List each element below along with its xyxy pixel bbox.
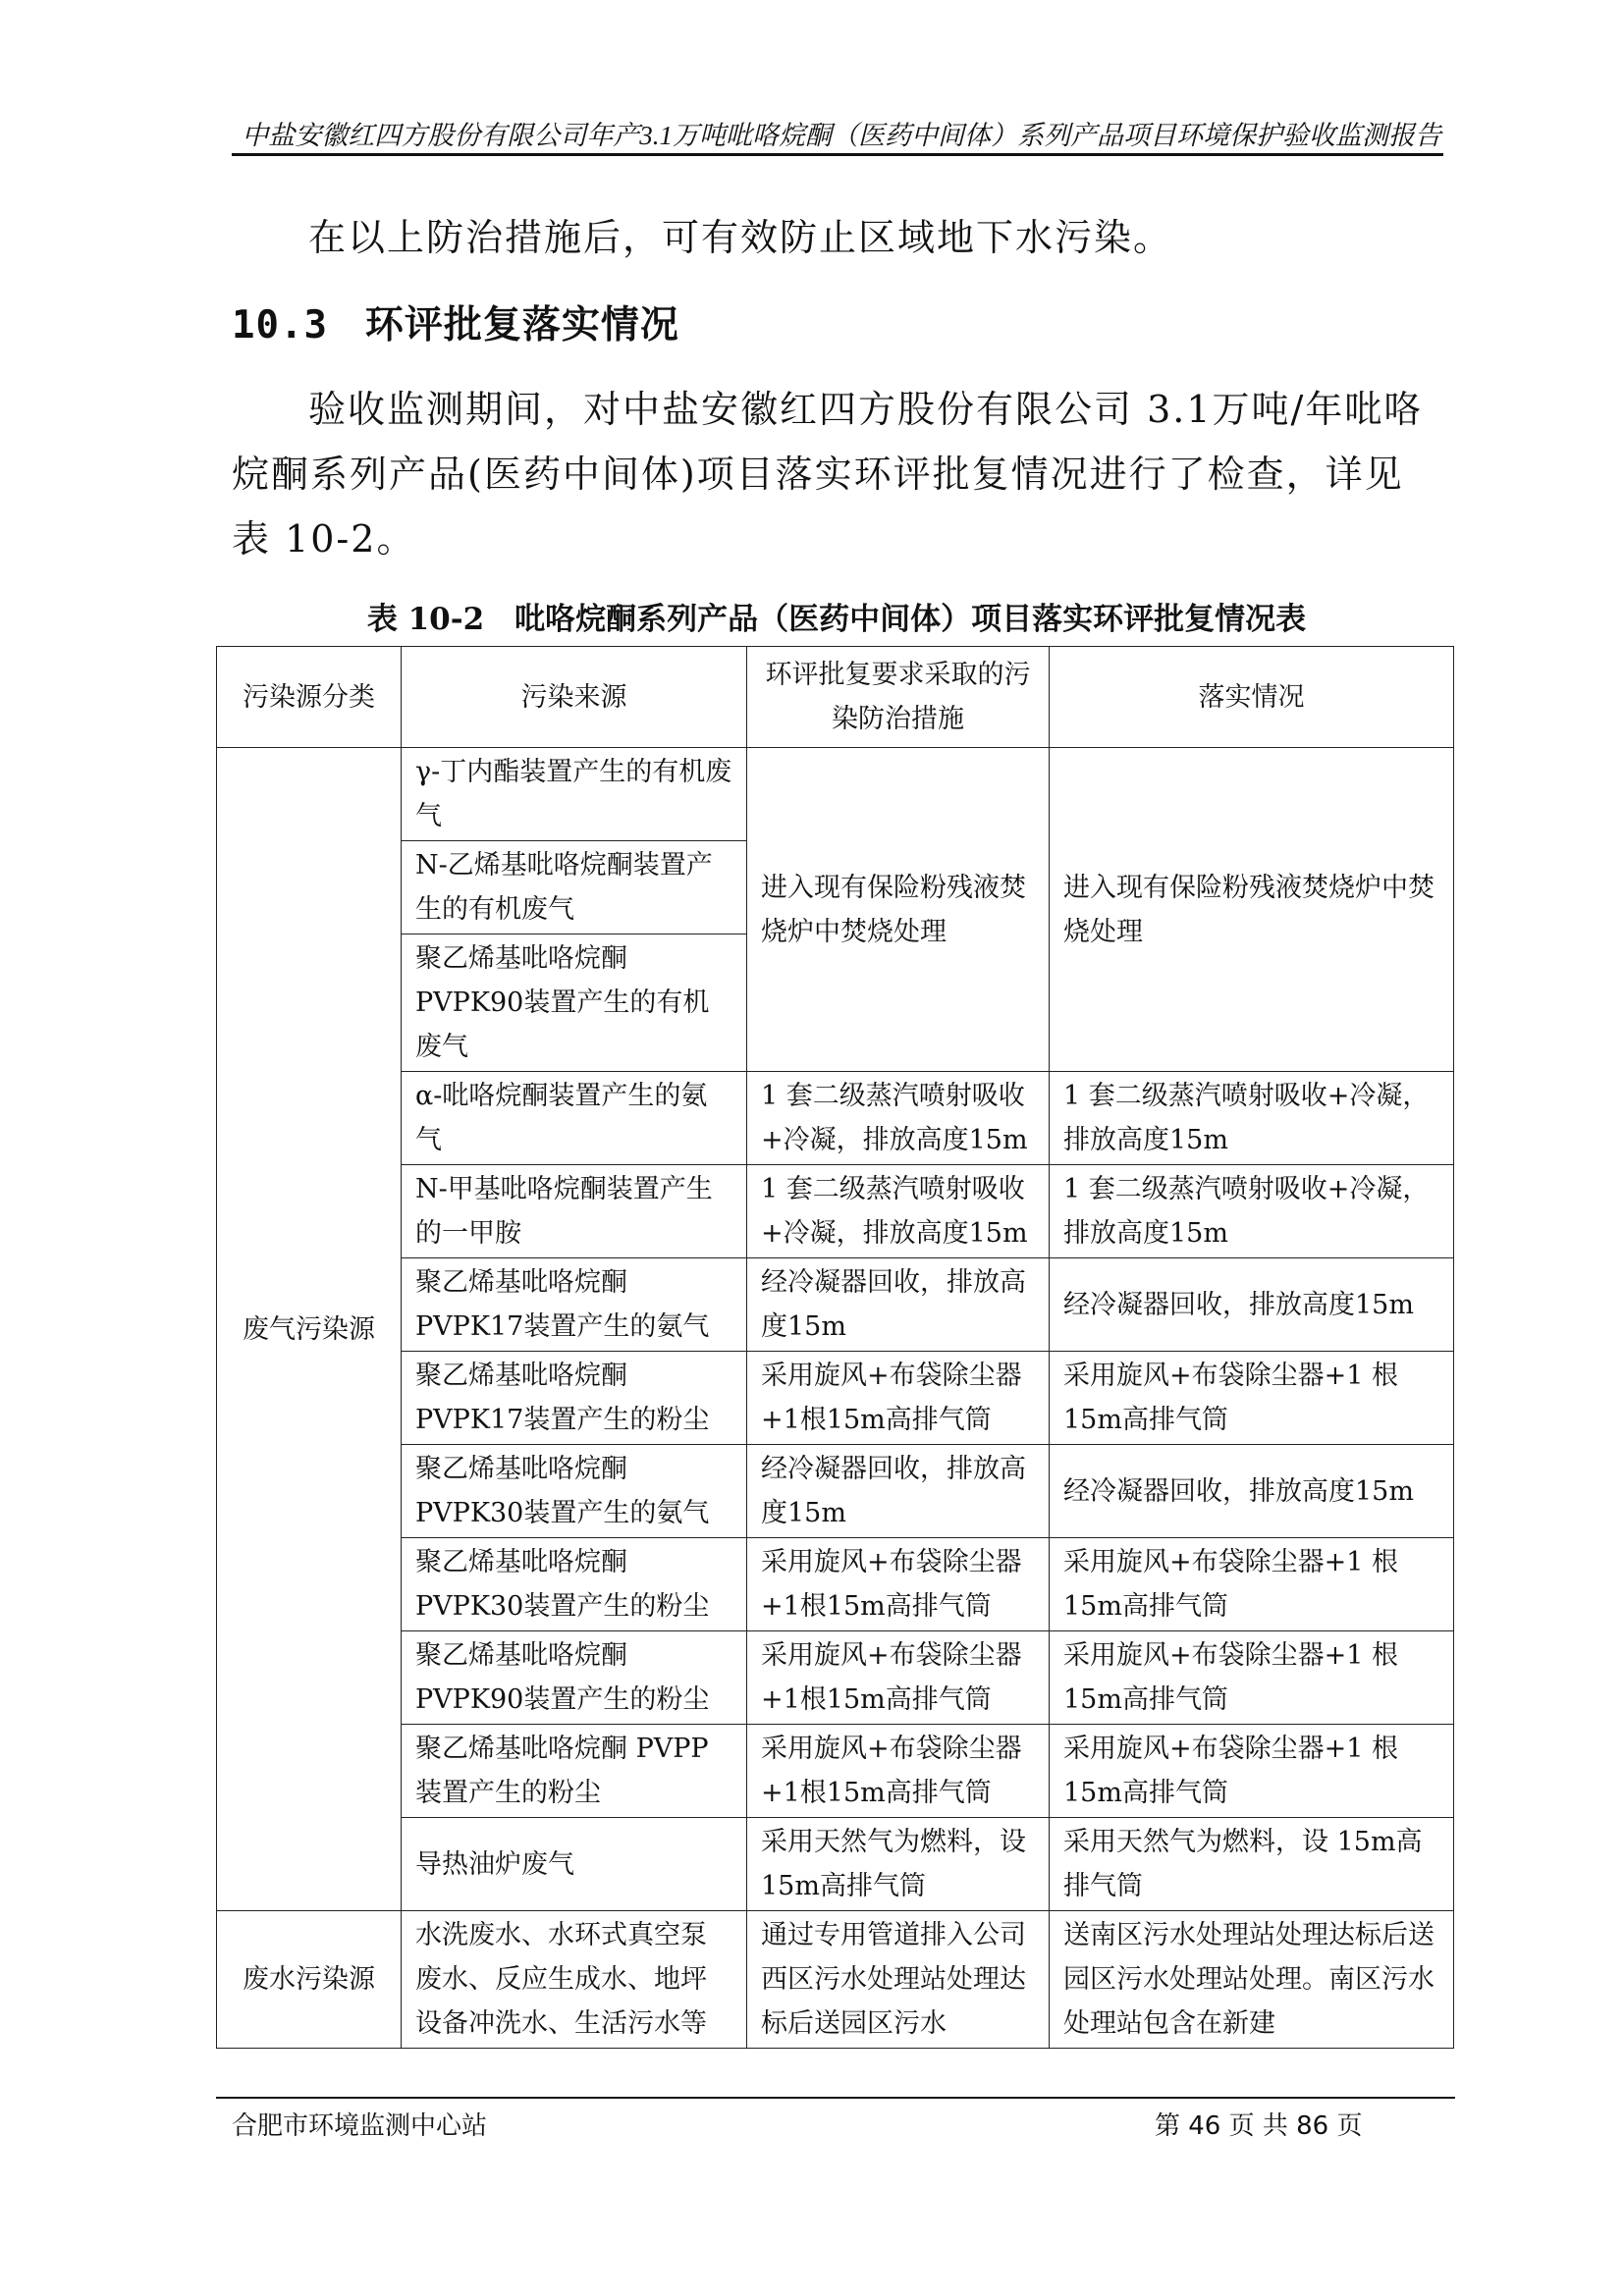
page-number: 第 46 页 共 86 页 [1155,2111,1363,2141]
header-measure: 环评批复要求采取的污染防治措施 [747,647,1050,748]
measure-cell: 采用旋风+布袋除尘器+1根15m高排气筒 [747,1631,1050,1725]
source-cell: γ-丁内酯装置产生的有机废气 [402,748,747,841]
section-heading [232,294,679,349]
source-cell: 聚乙烯基吡咯烷酮 PVPP装置产生的粉尘 [402,1725,747,1818]
table-row [217,1258,1454,1352]
body-paragraph [232,377,1441,571]
measure-cell: 经冷凝器回收，排放高度15m [747,1258,1050,1352]
header-status: 落实情况 [1050,647,1454,748]
table-row [217,1911,1454,2049]
section-title: 环评批复落实情况 [364,302,679,347]
header-category: 污染源分类 [217,647,402,748]
report-header-title: 中盐安徽红四方股份有限公司年产3.1万吨吡咯烷酮（医药中间体）系列产品项目环境保护验收监测报告 [242,121,1441,150]
measure-cell: 1 套二级蒸汽喷射吸收+冷凝，排放高度15m [747,1072,1050,1165]
source-cell: 聚乙烯基吡咯烷酮PVPK90装置产生的粉尘 [402,1631,747,1725]
source-cell: N-乙烯基吡咯烷酮装置产生的有机废气 [402,841,747,934]
category-water: 废水污染源 [217,1911,402,2049]
source-cell: 聚乙烯基吡咯烷酮PVPK17装置产生的粉尘 [402,1352,747,1445]
table-row [217,1818,1454,1911]
status-cell: 1 套二级蒸汽喷射吸收+冷凝，排放高度15m [1050,1165,1454,1258]
footer-org: 合肥市环境监测中心站 [232,2111,488,2141]
measure-cell: 采用旋风+布袋除尘器+1根15m高排气筒 [747,1538,1050,1631]
status-cell: 采用旋风+布袋除尘器+1 根15m高排气筒 [1050,1631,1454,1725]
body-paragraph-text: 验收监测期间，对中盐安徽红四方股份有限公司 3.1万吨/年吡咯烷酮系列产品(医药中间体)项目落实环评批复情况进行了检查，详见表 10-2。 [232,388,1424,561]
status-cell: 采用旋风+布袋除尘器+1 根15m高排气筒 [1050,1725,1454,1818]
measure-cell: 进入现有保险粉残液焚烧炉中焚烧处理 [747,748,1050,1072]
category-air: 废气污染源 [217,748,402,1911]
header-source: 污染来源 [402,647,747,748]
compliance-table [216,646,1454,2049]
table-row [217,1072,1454,1165]
source-cell: 导热油炉废气 [402,1818,747,1911]
table-row [217,1445,1454,1538]
status-cell: 1 套二级蒸汽喷射吸收+冷凝，排放高度15m [1050,1072,1454,1165]
footer-rule [216,2097,1455,2099]
measure-cell: 采用旋风+布袋除尘器+1根15m高排气筒 [747,1352,1050,1445]
section-number: 10.3 [232,303,328,347]
intro-paragraph [232,204,1441,271]
source-cell: N-甲基吡咯烷酮装置产生的一甲胺 [402,1165,747,1258]
status-cell: 采用旋风+布袋除尘器+1 根15m高排气筒 [1050,1538,1454,1631]
source-cell: α-吡咯烷酮装置产生的氨气 [402,1072,747,1165]
source-cell: 水洗废水、水环式真空泵废水、反应生成水、地坪设备冲洗水、生活污水等 [402,1911,747,2049]
measure-cell: 1 套二级蒸汽喷射吸收+冷凝，排放高度15m [747,1165,1050,1258]
table-header-row [217,647,1454,748]
status-cell: 送南区污水处理站处理达标后送园区污水处理站处理。南区污水处理站包含在新建 [1050,1911,1454,2049]
measure-cell: 采用旋风+布袋除尘器+1根15m高排气筒 [747,1725,1050,1818]
intro-paragraph-text: 在以上防治措施后，可有效防止区域地下水污染。 [308,216,1173,259]
status-cell: 采用天然气为燃料，设 15m高排气筒 [1050,1818,1454,1911]
status-cell: 进入现有保险粉残液焚烧炉中焚烧处理 [1050,748,1454,1072]
measure-cell: 通过专用管道排入公司西区污水处理站处理达标后送园区污水 [747,1911,1050,2049]
table-row [217,748,1454,841]
measure-cell: 采用天然气为燃料，设15m高排气筒 [747,1818,1050,1911]
table-row [217,1538,1454,1631]
source-cell: 聚乙烯基吡咯烷酮PVPK17装置产生的氨气 [402,1258,747,1352]
status-cell: 经冷凝器回收，排放高度15m [1050,1258,1454,1352]
table-row [217,1352,1454,1445]
table-row [217,1725,1454,1818]
measure-cell: 经冷凝器回收，排放高度15m [747,1445,1050,1538]
table-row [217,1165,1454,1258]
status-cell: 采用旋风+布袋除尘器+1 根15m高排气筒 [1050,1352,1454,1445]
status-cell: 经冷凝器回收，排放高度15m [1050,1445,1454,1538]
source-cell: 聚乙烯基吡咯烷酮PVPK90装置产生的有机废气 [402,934,747,1072]
table-row [217,1631,1454,1725]
source-cell: 聚乙烯基吡咯烷酮PVPK30装置产生的粉尘 [402,1538,747,1631]
source-cell: 聚乙烯基吡咯烷酮PVPK30装置产生的氨气 [402,1445,747,1538]
header-rule [232,153,1443,156]
table-caption: 表 10-2 吡咯烷酮系列产品（医药中间体）项目落实环评批复情况表 [366,602,1307,637]
